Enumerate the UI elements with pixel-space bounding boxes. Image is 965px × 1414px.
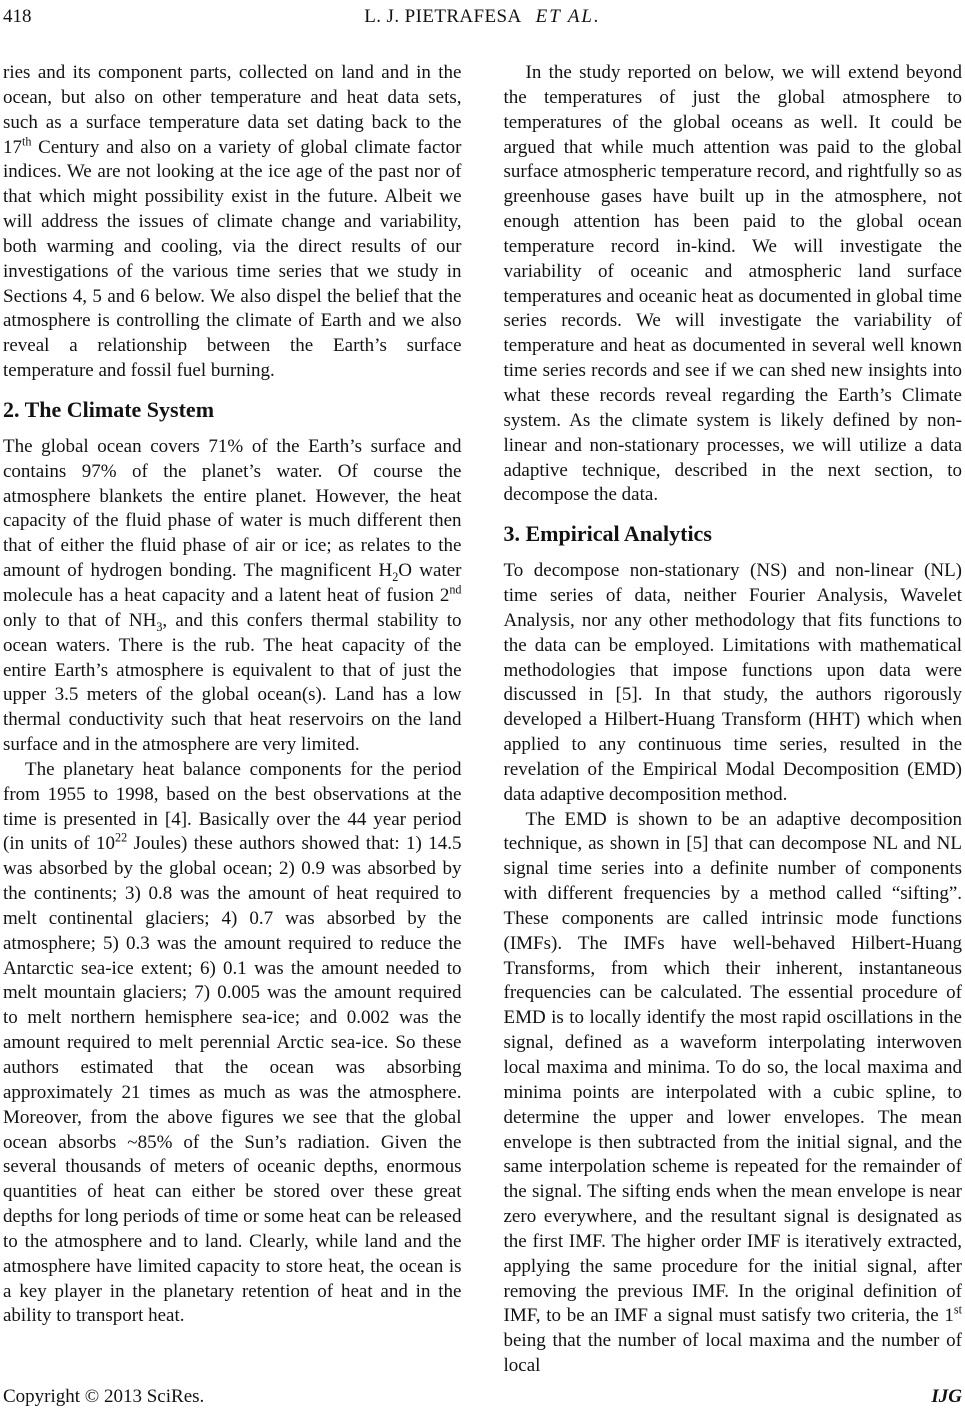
body-paragraph: ries and its component parts, collected on land and in the ocean, but also on other temperature and heat data sets, such as a surface temperature data set dating back to the 17th Century and also on a variety of global climate factor indices. We are not looking at the ice age of the past nor of that which might possibility exist in the future. Albeit we will address the issues of climate change and variability, both warming and cooling, via the direct results of our investigations of the various time series that we study in Sections 4, 5 and 6 below. We also dispel the belief that the atmosphere is controlling the climate of Earth and we also reveal a relationship between the Earth’s surface temperature and fossil fuel burning. [3, 62, 462, 382]
left-column [3, 61, 462, 1378]
body-paragraph: In the study reported on below, we will extend beyond the temperatures of just the global atmosphere to temperatures of the global oceans as well. It could be argued that while much attention was paid to the global surface atmospheric temperature record, and rightfully so as greenhouse gases have built up in the atmosphere, not enough attention has been paid to the global ocean temperature record in-kind. We will investigate the variability of oceanic and atmospheric land surface temperatures and oceanic heat as documented in global time series records. We will investigate the variability of temperature and heat as documented in several well known time series records and see if we can shed new insights into what these records reveal regarding the Earth’s Climate system. As the climate system is likely defined by non-linear and non-stationary processes, we will utilize a data adaptive technique, described in the next section, to decompose the data. [503, 62, 962, 506]
page-number: 418 [3, 6, 32, 27]
running-head-etal: ET AL. [535, 6, 601, 27]
page-footer [3, 1378, 962, 1408]
body-paragraph: The EMD is shown to be an adaptive decomposition technique, as shown in [5] that can decompose NL and NL signal time series into a definite number of components with different frequencies by a method called “sifting”. These components are called intrinsic mode functions (IMFs). The IMFs have well-behaved Hilbert-Huang Transforms, from which their inherent, instantaneous frequencies can be calculated. The essential procedure of EMD is to locally identify the most rapid oscillations in the signal, defined as a waveform interpolating interwoven local maxima and minima. To do so, the local maxima and minima points are interpolated with a cubic spline, to determine the upper and lower envelopes. The mean envelope is then subtracted from the initial signal, and the same interpolation scheme is repeated for the remainder of the signal. The sifting ends when the mean envelope is near zero everywhere, and the resultant signal is designated as the first IMF. The higher order IMF is iteratively extracted, applying the same procedure for the initial signal, after removing the previous IMF. In the original definition of IMF, to be an IMF a signal must satisfy two criteria, the 1st being that the number of local maxima and the number of local [503, 808, 962, 1377]
body-paragraph: To decompose non-stationary (NS) and non-linear (NL) time series of data, neither Fourier Analysis, Wavelet Analysis, nor any other methodology that fits functions to the data can be employed. Limitations with mathematical methodologies that impose functions upon data were discussed in [5]. In that study, the authors rigorously developed a Hilbert-Huang Transform (HHT) which when applied to any continuous time series, resulted in the revelation of the Empirical Modal Decomposition (EMD) data adaptive decomposition method. [503, 560, 962, 805]
running-head-authors: L. J. PIETRAFESA [364, 6, 522, 27]
body-paragraph: The global ocean covers 71% of the Earth’s surface and contains 97% of the planet’s water. Of course the atmosphere blankets the entire planet. However, the heat capacity of the fluid phase of water is much different then that of either the fluid phase of air or ice; as relates to the amount of hydrogen bonding. The magnificent $H_2O$ water molecule has a heat capacity and a latent heat of fusion 2nd only to that of $NH_3$, and this confers thermal stability to ocean waters. There is the rub. The heat capacity of the entire Earth’s atmosphere is equivalent to that of just the upper 3.5 meters of the global ocean(s). Land has a low thermal conductivity such that heat reservoirs on the land surface and in the atmosphere are very limited. [3, 435, 462, 756]
journal-abbreviation: IJG [931, 1386, 962, 1407]
section-heading-empirical-analytics: 3. Empirical Analytics [503, 521, 712, 547]
body-paragraph: The planetary heat balance components for the period from 1955 to 1998, based on the best observations at the time is presented in [4]. Basically over the 44 year period (in units of $10^{22}$ Joules) these authors showed that: 1) 14.5 was absorbed by the global ocean; 2) 0.9 was absorbed by the continents; 3) 0.8 was the amount of heat required to melt continental glaciers; 4) 0.7 was absorbed by the atmosphere; 5) 0.3 was the amount required to reduce the Antarctic sea-ice extent; 6) 0.1 was the amount needed to melt mountain glaciers; 7) 0.005 was the amount required to melt northern hemisphere sea-ice; and 0.002 was the amount required to melt perennial Arctic sea-ice. So these authors estimated that the ocean was absorbing approximately 21 times as much as was the atmosphere. Moreover, from the above figures we see that the global ocean absorbs ~85% of the Sun’s radiation. Given the several thousands of meters of oceanic depths, enormous quantities of heat can either be stored over these great depths for long periods of time or some heat can be released to the atmosphere and to land. Clearly, while land and the atmosphere have limited capacity to store heat, the ocean is a key player in the planetary retention of heat and in the ability to transport heat. [3, 758, 462, 1327]
two-column-body [3, 61, 962, 1378]
section-heading-climate-system: 2. The Climate System [3, 396, 215, 422]
running-head [3, 6, 962, 28]
page-header [3, 6, 962, 30]
right-column [504, 61, 963, 1378]
copyright-notice: Copyright © 2013 SciRes. [3, 1386, 205, 1407]
